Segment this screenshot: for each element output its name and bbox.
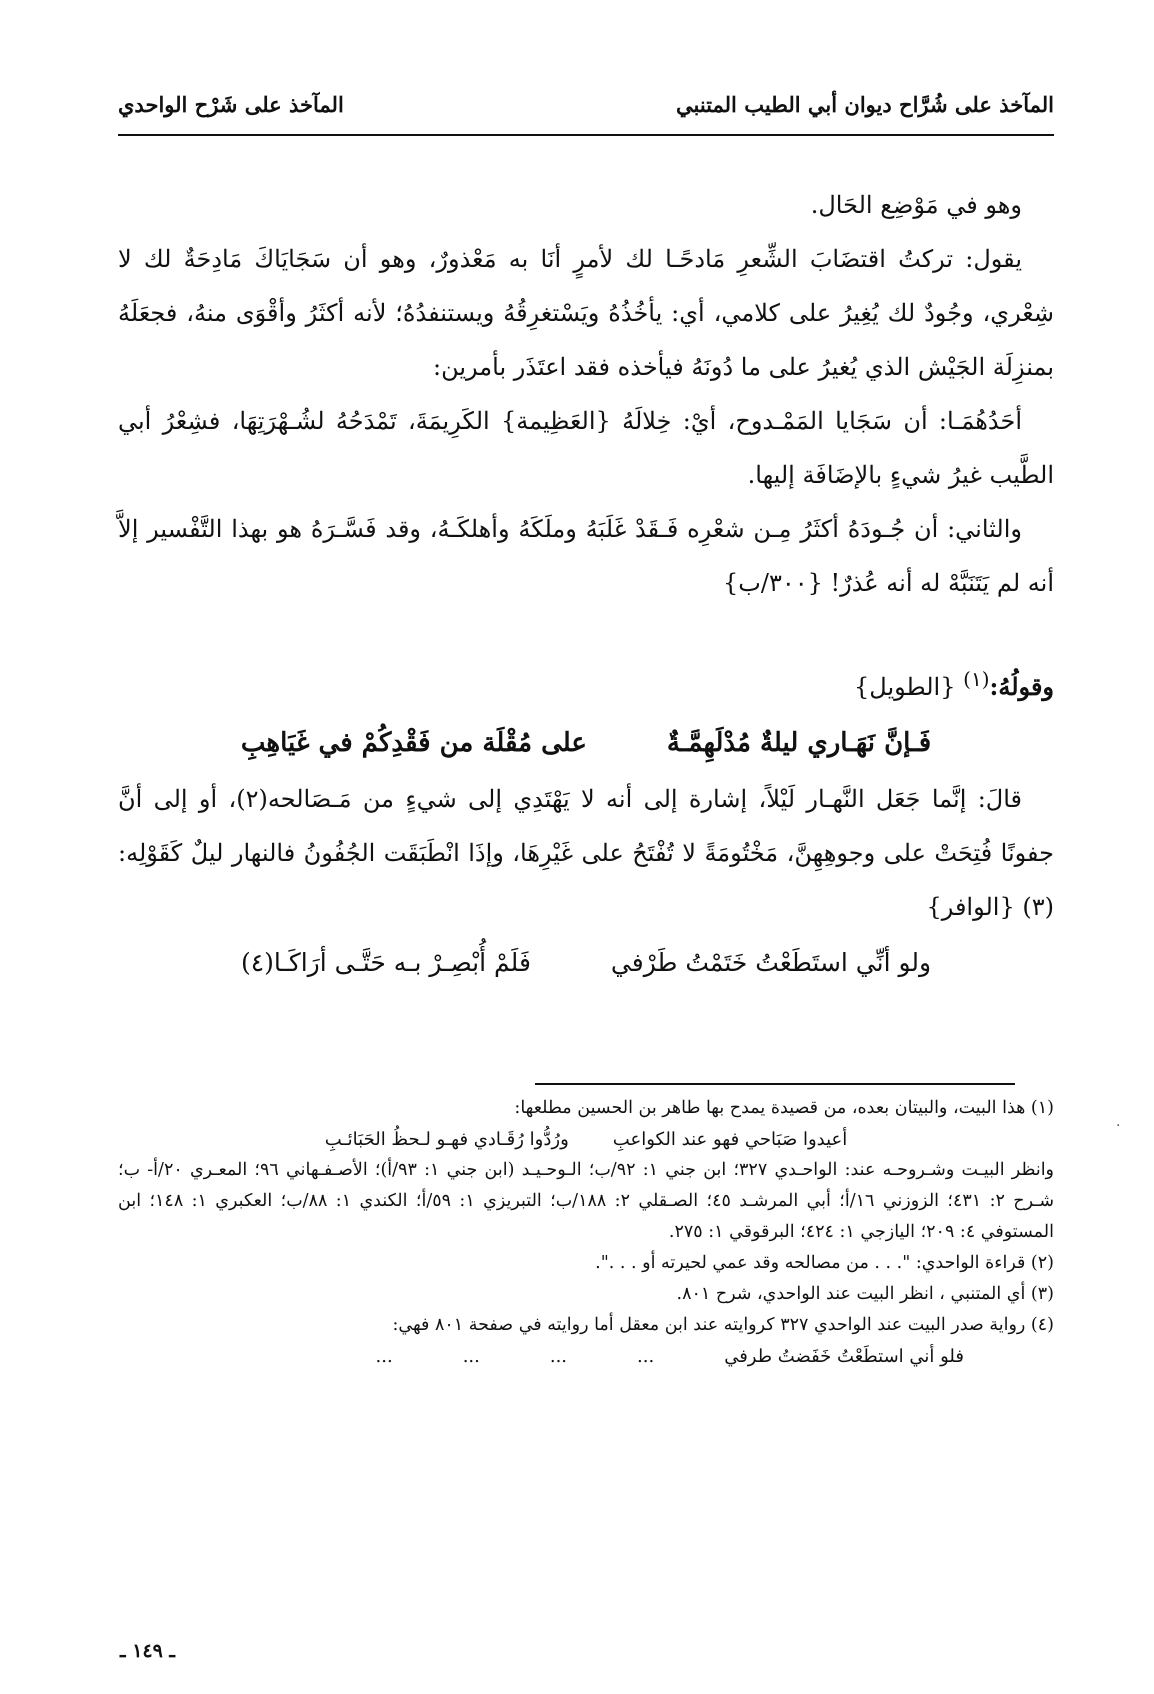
verse-first-hemistich: أعيدوا صَبَاحي فهو عند الكواعبِ (612, 1129, 848, 1150)
ellipsis: ... (375, 1346, 393, 1367)
meter-label: {الطويل} (854, 673, 956, 701)
footnote: (٢) قراءة الواحدي: ". . . من مصالحه وقد عمي لحيرته أو . . .". (595, 1253, 1054, 1273)
verse-second-hemistich: على مُقْلَة من فَقْدِكُمْ في غَيَاهِبِ (240, 728, 587, 758)
footnote-separator (535, 1083, 1015, 1085)
ellipsis: ... (462, 1346, 480, 1367)
footnote-verse (118, 1341, 1054, 1372)
margin-mark: · (1116, 1118, 1121, 1134)
footnote: (٣) أي المتنبي ، انظر البيت عند الواحدي، شرح ٨٠١. (676, 1284, 1054, 1304)
running-header (118, 84, 1054, 136)
footnote-references: وانظر البيـت وشـروحـه عند: الواحـدي ٣٢٧؛ ابن جني ١: ٩٢/ب؛ الـوحـيـد (ابن جني ١: ٩٣/أ)؛ الأصـفـهاني ٩٦؛ المعـري ٢٠/أ- ب؛ شـرح ٢: ٤٣١؛ الزوزني ١٦/أ؛ أبي المرشـد ٤٥؛ الصـقلي ٢: ١٨٨/ب؛ التبريزي ١: ٥٩/أ؛ الكندي ١: ٨٨/ب؛ العكبري ١: ١٤٨؛ ابن المستوفي ٤: ٢٠٩؛ اليازجي ١: ٤٢٤؛ البرقوقي ١: ٢٧٥. (118, 1160, 1055, 1242)
verse-line (118, 934, 1054, 992)
book-title: المآخذ على شُرَّاح ديوان أبي الطيب المتنبي (676, 92, 1054, 117)
main-text (118, 178, 1054, 992)
verse-intro-lead: وقولُهُ: (989, 672, 1054, 701)
ellipsis: ... (637, 1346, 655, 1367)
verse-introduction (118, 652, 1054, 714)
verse-first-hemistich: فَـإنَّ نَهَـاري ليلةٌ مُدْلَهِمَّـةٌ (666, 728, 932, 758)
footnote: (١) هذا البيت، والبيتان بعده، من قصيدة يمدح بها طاهر بن الحسين مطلعها: (514, 1098, 1054, 1118)
paragraph: يقول: تركتُ اقتضَابَ الشِّعرِ مَادحًـا لك لأمرٍ أنَا به مَعْذورٌ، وهو أن سَجَايَاكَ مَادِحَةٌ لك لا شِعْري، وجُودٌ لك يُغِيرُ على كلامي، أي: يأخُذُهُ ويَسْتغرِقُهُ ويستنفدُهُ؛ لأنه أكثَرُ وأقْوَى منهُ، فجعَلَهُ بمنزِلَة الجَيْش الذي يُغيرُ على ما دُونَهُ فيأخذه فقد اعتَذَر بأمرين: (118, 245, 1054, 381)
paragraph: قالَ: إنَّما جَعَل النَّهـار لَيْلاً، إشارة إلى أنه لا يَهْتَدِي إلى شيءٍ من مَـصَالحه(٢)، أو إلى أنَّ جفونًا فُتِحَتْ على وجوهِهِنَّ، مَخْتُومَةً لا تُفْتَحُ على غَيْرِهَا، وإذَا انْطَبَقَت الجُفُونُ فالنهار ليلٌ كَقَوْلِه:(٣) {الوافر} (118, 785, 1054, 921)
verse-first-hemistich: ولو أنِّي استَطَعْتُ خَتَمْتُ طَرْفي (610, 948, 932, 977)
section-title: المآخذ على شَرْح الواحدي (118, 92, 344, 117)
footnotes (118, 1093, 1054, 1372)
verse-second-hemistich: ورُدُّوا رُقَـادي فهـو لـحظُ الحَبَائـبِ (324, 1129, 569, 1150)
verse-first-hemistich: فلو أني استطَعْتُ خَفَضتُ طرفي (724, 1346, 964, 1367)
footnote: (٤) رواية صدر البيت عند الواحدي ٣٢٧ كروايته عند ابن معقل أما روايته في صفحة ٨٠١ فهي: (392, 1315, 1054, 1335)
page-number: ـ ١٤٩ ـ (120, 1640, 175, 1662)
verse-second-hemistich: فَلَمْ أُبْصِـرْ بـه حَتَّـى أرَاكَـا(٤) (240, 948, 531, 977)
ellipsis: ... (549, 1346, 568, 1367)
paragraph: أحَدُهُمَـا: أن سَجَايا المَمْـدوح، أيْ: خِلالَهُ {العَظِيمة} الكَرِيمَةَ، تَمْدَحُهُ لشُـهْرَتِهَا، فشِعْرُ أبي الطَّيب غيرُ شيءٍ بالإضَافَة إليها. (118, 407, 1054, 489)
paragraph: وهو في مَوْضِع الحَال. (810, 191, 1022, 219)
verse-line (118, 714, 1054, 772)
footnote-verse (118, 1124, 1054, 1155)
footnote-ref: (١) (963, 667, 990, 691)
paragraph: والثاني: أن جُـودَهُ أكثَرُ مِـن شعْرِه فَـقَدْ غَلَبَهُ وملَكَهُ وأهلكَـهُ، وقد فَسَّـرَهُ هو بهذا التَّفْسير إلاَّ أنه لم يَتَنَبَّهْ له أنه عُذرٌ! {٣٠٠/ب} (118, 515, 1054, 597)
